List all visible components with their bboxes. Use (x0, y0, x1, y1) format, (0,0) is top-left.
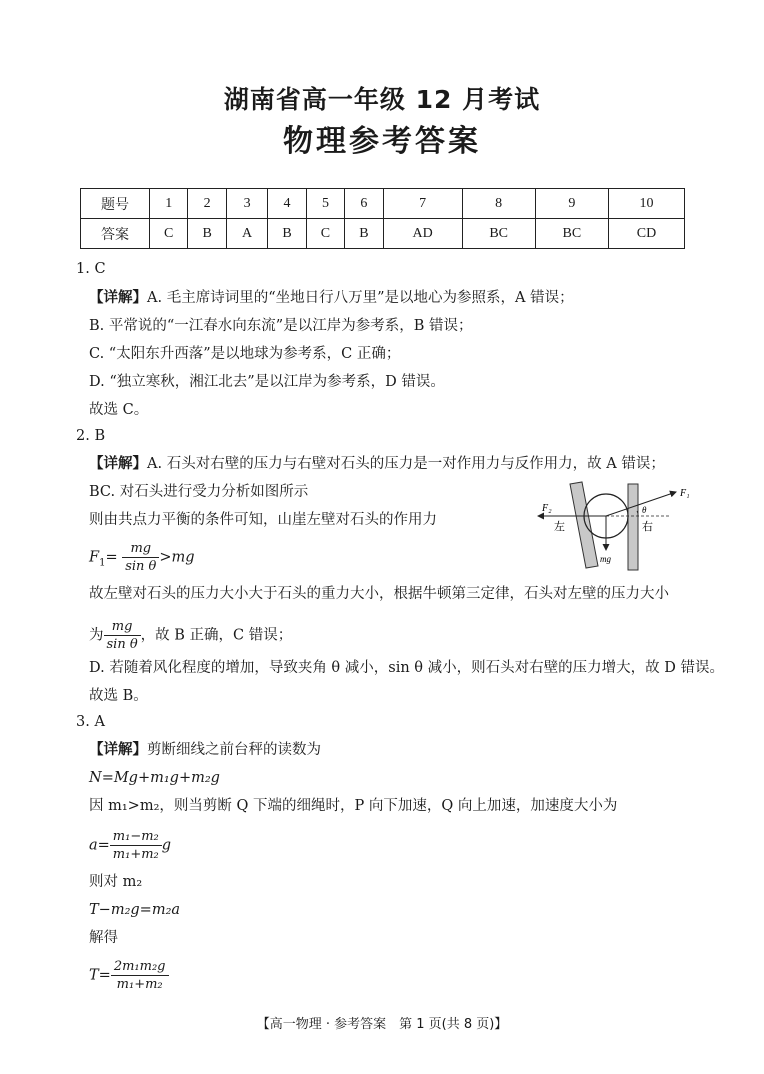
eq-lhs: T= (89, 967, 111, 984)
table-cell: B (188, 219, 226, 249)
eq-denominator: m₁+m₂ (116, 977, 163, 992)
q2-line-5-pre: 为 (89, 627, 104, 644)
label-f1: F₁ (680, 488, 690, 499)
q1-line-1 (89, 288, 574, 308)
q2-line-5 (89, 618, 292, 653)
eq-numerator: 2m₁m₂g (111, 958, 169, 976)
eq-denominator: sin θ (125, 559, 157, 574)
eq-fraction (110, 828, 162, 863)
table-cell: 8 (462, 189, 535, 219)
q3-heading: 3. A (76, 714, 105, 730)
q1-text: A. 毛主席诗词里的“坐地日行八万里”是以地心为参照系，A 错误； (147, 290, 574, 306)
table-header-cell: 答案 (81, 219, 150, 249)
force-diagram (530, 478, 700, 574)
q1-heading: 1. C (76, 261, 106, 277)
q1-line-2: B. 平常说的“一江春水向东流”是以江岸为参考系，B 错误； (89, 318, 473, 334)
table-header-cell: 题号 (81, 189, 150, 219)
q2-line-2: BC. 对石头进行受力分析如图所示 (89, 484, 309, 500)
eq-rhs: >mg (159, 549, 195, 566)
eq-symbol: F (89, 549, 100, 566)
q3-equation-a (89, 828, 171, 863)
table-cell: AD (383, 219, 462, 249)
q3-line-4: 则对 m₂ (89, 874, 143, 890)
q2-line-1 (89, 454, 665, 474)
eq-numerator: m₁−m₂ (110, 828, 162, 846)
label-f2: F₂ (542, 503, 552, 514)
label-left: 左 (554, 520, 565, 533)
table-cell: 7 (383, 189, 462, 219)
table-cell: 2 (188, 189, 226, 219)
eq-equals: = (105, 549, 118, 566)
table-cell: 1 (150, 189, 188, 219)
detail-tag: 【详解】 (89, 290, 147, 306)
q2-line-4: 故左壁对石头的压力大小大于石头的重力大小，根据牛顿第三定律，石头对左壁的压力大小 (89, 586, 669, 602)
answer-table (80, 188, 685, 249)
eq-numerator: mg (122, 540, 159, 558)
q3-line-6: 解得 (89, 930, 118, 946)
q3-equation-t (89, 958, 169, 993)
q3-line-2: N=Mg+m₁g+m₂g (89, 770, 220, 786)
eq-lhs: a= (89, 837, 110, 854)
eq-numerator: mg (104, 618, 141, 636)
q3-text: 剪断细线之前台秤的读数为 (147, 742, 321, 758)
q2-line-3: 则由共点力平衡的条件可知，山崖左壁对石头的作用力 (89, 512, 437, 528)
q3-line-1 (89, 740, 321, 760)
table-cell: 5 (306, 189, 344, 219)
left-wall (570, 482, 598, 568)
q1-line-5: 故选 C。 (89, 402, 149, 418)
table-row-numbers (81, 189, 685, 219)
q2-line-6: D. 若随着风化程度的增加，导致夹角 θ 减小，sin θ 减小，则石头对右壁的压力增大，故 D 错误。 (89, 660, 724, 676)
q2-text: A. 石头对右壁的压力与右壁对石头的压力是一对作用力与反作用力，故 A 错误； (147, 456, 665, 472)
right-wall (628, 484, 638, 570)
eq-denominator: sin θ (106, 637, 138, 652)
eq-fraction (111, 958, 169, 993)
table-cell: C (306, 219, 344, 249)
table-cell: BC (535, 219, 608, 249)
table-cell: B (268, 219, 306, 249)
q2-equation-f1 (89, 540, 195, 575)
q3-line-3: 因 m₁>m₂，则当剪断 Q 下端的细绳时，P 向下加速，Q 向上加速，加速度大小为 (89, 798, 618, 814)
exam-title: 湖南省高一年级 12 月考试 (223, 85, 541, 114)
q2-line-7: 故选 B。 (89, 688, 148, 704)
q1-line-4: D. “独立寒秋，湘江北去”是以江岸为参考系，D 错误。 (89, 374, 445, 390)
q1-line-3: C. “太阳东升西落”是以地球为参考系，C 正确； (89, 346, 401, 362)
label-right: 右 (642, 520, 653, 533)
table-cell: 3 (226, 189, 267, 219)
detail-tag: 【详解】 (89, 742, 147, 758)
eq-fraction (104, 618, 141, 653)
table-cell: 10 (608, 189, 684, 219)
label-theta: θ (642, 505, 647, 515)
table-cell: C (150, 219, 188, 249)
eq-denominator: m₁+m₂ (112, 847, 159, 862)
q2-heading: 2. B (76, 428, 106, 444)
eq-fraction (122, 540, 159, 575)
q2-line-5-post: ，故 B 正确，C 错误； (140, 627, 293, 644)
f1-arrow (606, 492, 676, 516)
table-row-answers (81, 219, 685, 249)
table-cell: BC (462, 219, 535, 249)
q3-line-5: T−m₂g=m₂a (89, 902, 181, 918)
detail-tag: 【详解】 (89, 456, 147, 472)
table-cell: CD (608, 219, 684, 249)
table-cell: B (345, 219, 383, 249)
table-cell: 9 (535, 189, 608, 219)
table-cell: 6 (345, 189, 383, 219)
eq-rhs: g (161, 837, 172, 854)
exam-subtitle: 物理参考答案 (283, 124, 481, 159)
table-cell: 4 (268, 189, 306, 219)
page-footer: 【高一物理 · 参考答案 第 1 页(共 8 页)】 (256, 1017, 508, 1032)
eq-subscript: 1 (99, 557, 106, 569)
table-cell: A (226, 219, 267, 249)
label-mg: mg (600, 554, 611, 564)
